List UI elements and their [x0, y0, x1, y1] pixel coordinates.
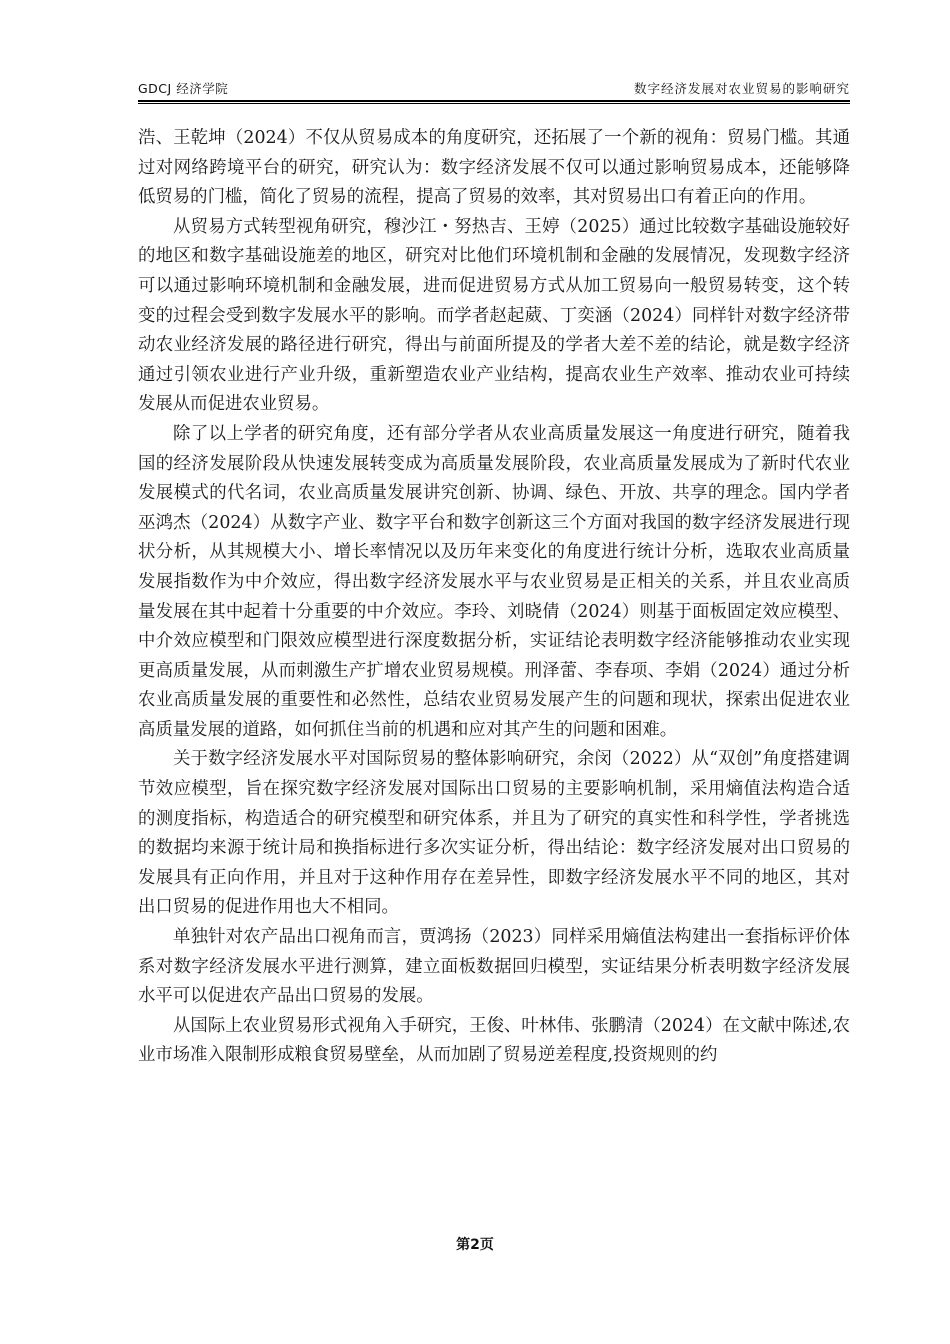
paragraph-6: 从国际上农业贸易形式视角入手研究，王俊、叶林伟、张鹏清（2024）在文献中陈述,农业市场准入限制形成粮食贸易壁垒，从而加剧了贸易逆差程度,投资规则的约 [138, 1015, 850, 1066]
paragraph-5: 单独针对农产品出口视角而言，贾鸿扬（2023）同样采用熵值法构建出一套指标评价体系对数字经济发展水平进行测算，建立面板数据回归模型，实证结果分析表明数字经济发展水平可以促进农产品出口贸易的发展。 [138, 927, 850, 1007]
paragraph-1: 浩、王乾坤（2024）不仅从贸易成本的角度研究，还拓展了一个新的视角：贸易门槛。其通过对网络跨境平台的研究，研究认为：数字经济发展不仅可以通过影响贸易成本，还能够降低贸易的门槛，简化了贸易的流程，提高了贸易的效率，其对贸易出口有着正向的作用。 [138, 128, 850, 208]
paragraph-3: 除了以上学者的研究角度，还有部分学者从农业高质量发展这一角度进行研究，随着我国的经济发展阶段从快速发展转变成为高质量发展阶段，农业高质量发展成为了新时代农业发展模式的代名词，农业高质量发展讲究创新、协调、绿色、开放、共享的理念。国内学者巫鸿杰（2024）从数字产业、数字平台和数字创新这三个方面对我国的数字经济发展进行现状分析，从其规模大小、增长率情况以及历年来变化的角度进行统计分析，选取农业高质量发展指数作为中介效应，得出数字经济发展水平与农业贸易是正相关的关系，并且农业高质量发展在其中起着十分重要的中介效应。李玲、刘晓倩（2024）则基于面板固定效应模型、中介效应模型和门限效应模型进行深度数据分析，实证结论表明数字经济能够推动农业实现更高质量发展，从而刺激生产扩增农业贸易规模。刑泽蕾、李春项、李娟（2024）通过分析农业高质量发展的重要性和必然性，总结农业贸易发展产生的问题和现状，探索出促进农业高质量发展的道路，如何抓住当前的机遇和应对其产生的问题和困难。 [138, 423, 850, 740]
header-title: 数字经济发展对农业贸易的影响研究 [633, 81, 850, 96]
running-header [138, 74, 850, 98]
header-rule-thin [138, 103, 850, 104]
paragraph-4: 关于数字经济发展水平对国际贸易的整体影响研究，余闵（2022）从“双创”角度搭建调节效应模型，旨在探究数字经济发展对国际出口贸易的主要影响机制，采用熵值法构造合适的测度指标，构造适合的研究模型和研究体系，并且为了研究的真实性和科学性，学者挑选的数据均来源于统计局和换指标进行多次实证分析，得出结论：数字经济发展对出口贸易的发展具有正向作用，并且对于这种作用存在差异性，即数字经济发展水平不同的地区，其对出口贸易的促进作用也大不相同。 [138, 749, 850, 918]
body-text [138, 124, 850, 1071]
header-institution: GDCJ 经济学院 [138, 81, 229, 96]
paragraph-2: 从贸易方式转型视角研究，穆沙江・努热吉、王婷（2025）通过比较数字基础设施较好的地区和数字基础设施差的地区，研究对比他们环境机制和金融的发展情况，发现数字经济可以通过影响环境机制和金融发展，进而促进贸易方式从加工贸易向一般贸易转变，这个转变的过程会受到数字发展水平的影响。而学者赵起葳、丁奕涵（2024）同样针对数字经济带动农业经济发展的路径进行研究，得出与前面所提及的学者大差不差的结论，就是数字经济通过引领农业进行产业升级，重新塑造农业产业结构，提高农业生产效率、推动农业可持续发展从而促进农业贸易。 [138, 216, 850, 415]
header-rule-thick [138, 100, 850, 102]
page-number: 第2页 [456, 1237, 494, 1253]
